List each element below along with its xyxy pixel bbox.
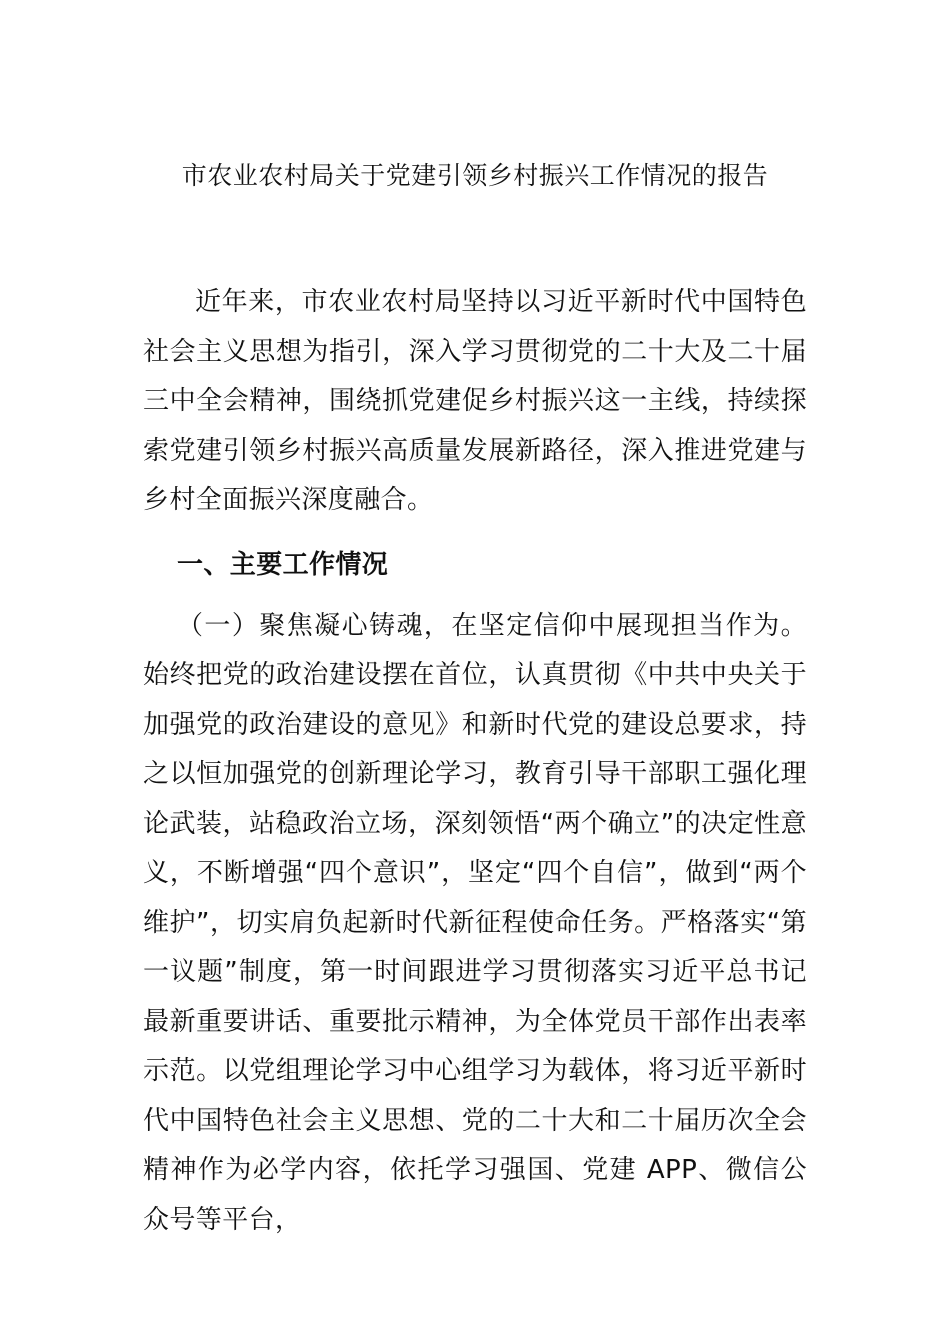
section-paragraph-1: （一）聚焦凝心铸魂，在坚定信仰中展现担当作为。始终把党的政治建设摆在首位，认真贯彻《中共中央关于加强党的政治建设的意见》和新时代党的建设总要求，持之以恒加强党的创新理论学习，教育引导干部职工强化理论武装，站稳政治立场，深刻领悟“两个确立”的决定性意义，不断增强“四个意识”，坚定“四个自信”，做到“两个维护”，切实肩负起新时代新征程使命任务。严格落实“第一议题”制度，第一时间跟进学习贯彻落实习近平总书记最新重要讲话、重要批示精神，为全体党员干部作出表率示范。以党组理论学习中心组学习为载体，将习近平新时代中国特色社会主义思想、党的二十大和二十届历次全会精神作为必学内容，依托学习强国、党建 APP、微信公众号等平台， <box>143 610 807 1235</box>
document-title: 市农业农村局关于党建引领乡村振兴工作情况的报告 <box>181 161 769 190</box>
intro-paragraph: 近年来，市农业农村局坚持以习近平新时代中国特色社会主义思想为指引，深入学习贯彻党的二十大及二十届三中全会精神，围绕抓党建促乡村振兴这一主线，持续探索党建引领乡村振兴高质量发展新路径，深入推进党建与乡村全面振兴深度融合。 <box>143 287 807 515</box>
document-body <box>143 278 807 1245</box>
section-heading-main-work: 一、主要工作情况 <box>177 549 389 580</box>
